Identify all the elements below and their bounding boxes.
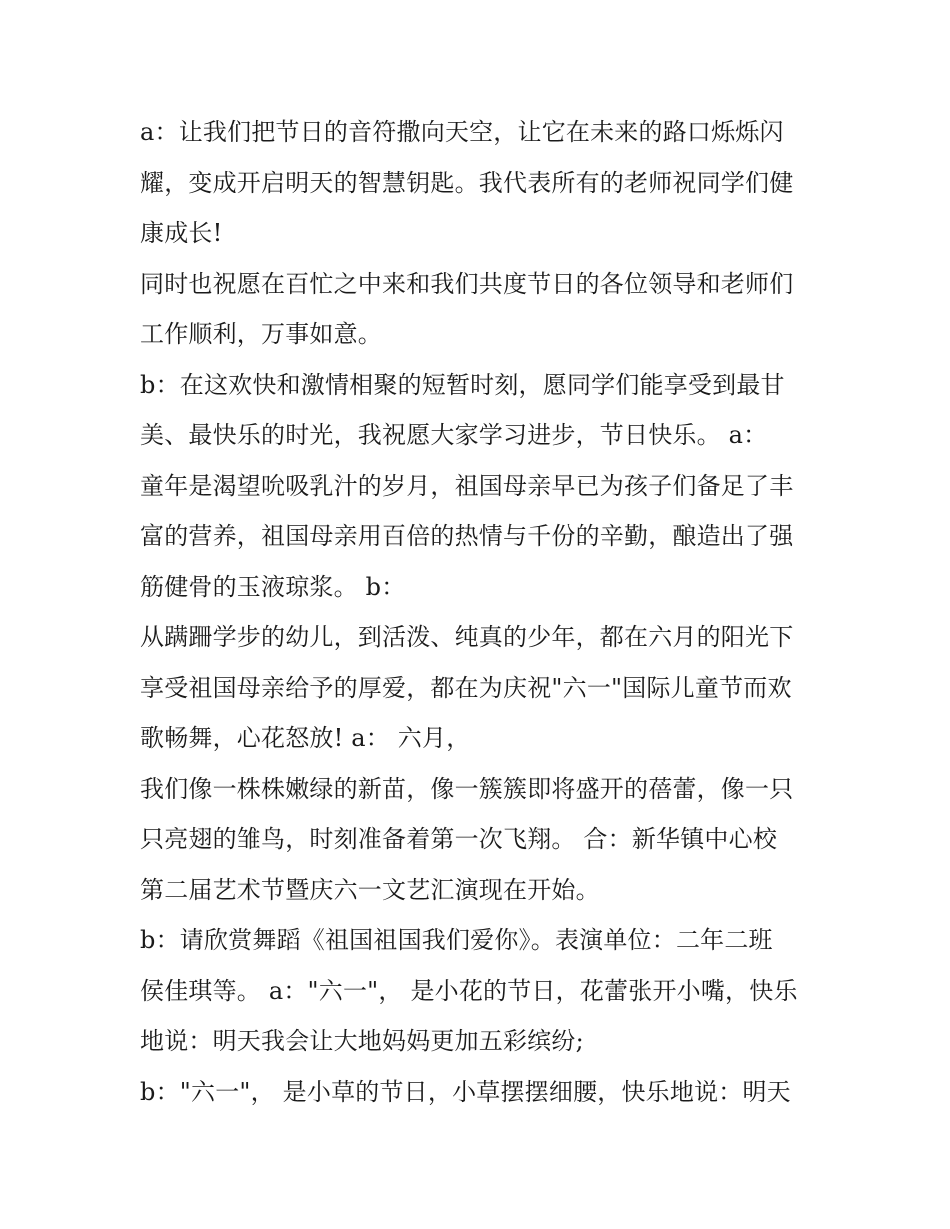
text-line: 童年是渴望吮吸乳汁的岁月，祖国母亲早已为孩子们备足了丰 [140,471,794,500]
document-body [140,107,830,1117]
text-line: 美、最快乐的时光，我祝愿大家学习进步，节日快乐。 a： [140,421,768,449]
text-line: 从蹒跚学步的幼儿，到活泼、纯真的少年，都在六月的阳光下 [140,623,794,651]
text-line: b：在这欢快和激情相聚的短暂时刻，愿同学们能享受到最甘 [140,370,785,399]
text-line: b："六一"， 是小草的节日，小草摆摆细腰，快乐地说：明天 [140,1077,791,1106]
text-line: 我们像一株株嫩绿的新苗，像一簇簇即将盛开的蓓蕾，像一只 [140,774,794,803]
text-line: 同时也祝愿在百忙之中来和我们共度节日的各位领导和老师们 [140,269,794,298]
text-line: 工作顺利，万事如意。 [140,320,382,348]
text-line: b：请欣赏舞蹈《祖国祖国我们爱你》。表演单位：二年二班 [140,926,773,954]
text-line: 地说：明天我会让大地妈妈更加五彩缤纷; [140,1027,584,1055]
text-line: 侯佳琪等。 a："六一"， 是小花的节日，花蕾张开小嘴，快乐 [140,976,798,1005]
text-line: 只亮翅的雏鸟，时刻准备着第一次飞翔。 合：新华镇中心校 [140,825,778,853]
text-line: 享受祖国母亲给予的厚爱，都在为庆祝"六一"国际儿童节而欢 [140,673,792,702]
text-line: 筋健骨的玉液琼浆。 b： [140,572,406,601]
text-line: 第二届艺术节暨庆六一文艺汇演现在开始。 [140,875,600,904]
text-line: a：让我们把节日的音符撒向天空，让它在未来的路口烁烁闪 [140,118,784,146]
text-line: 耀，变成开启明天的智慧钥匙。我代表所有的老师祝同学们健 [140,168,794,197]
text-line: 富的营养，祖国母亲用百倍的热情与千份的辛勤，酿造出了强 [140,522,794,550]
text-line: 康成长! [140,219,223,247]
text-line: 歌畅舞，心花怒放! a： 六月， [140,724,471,752]
